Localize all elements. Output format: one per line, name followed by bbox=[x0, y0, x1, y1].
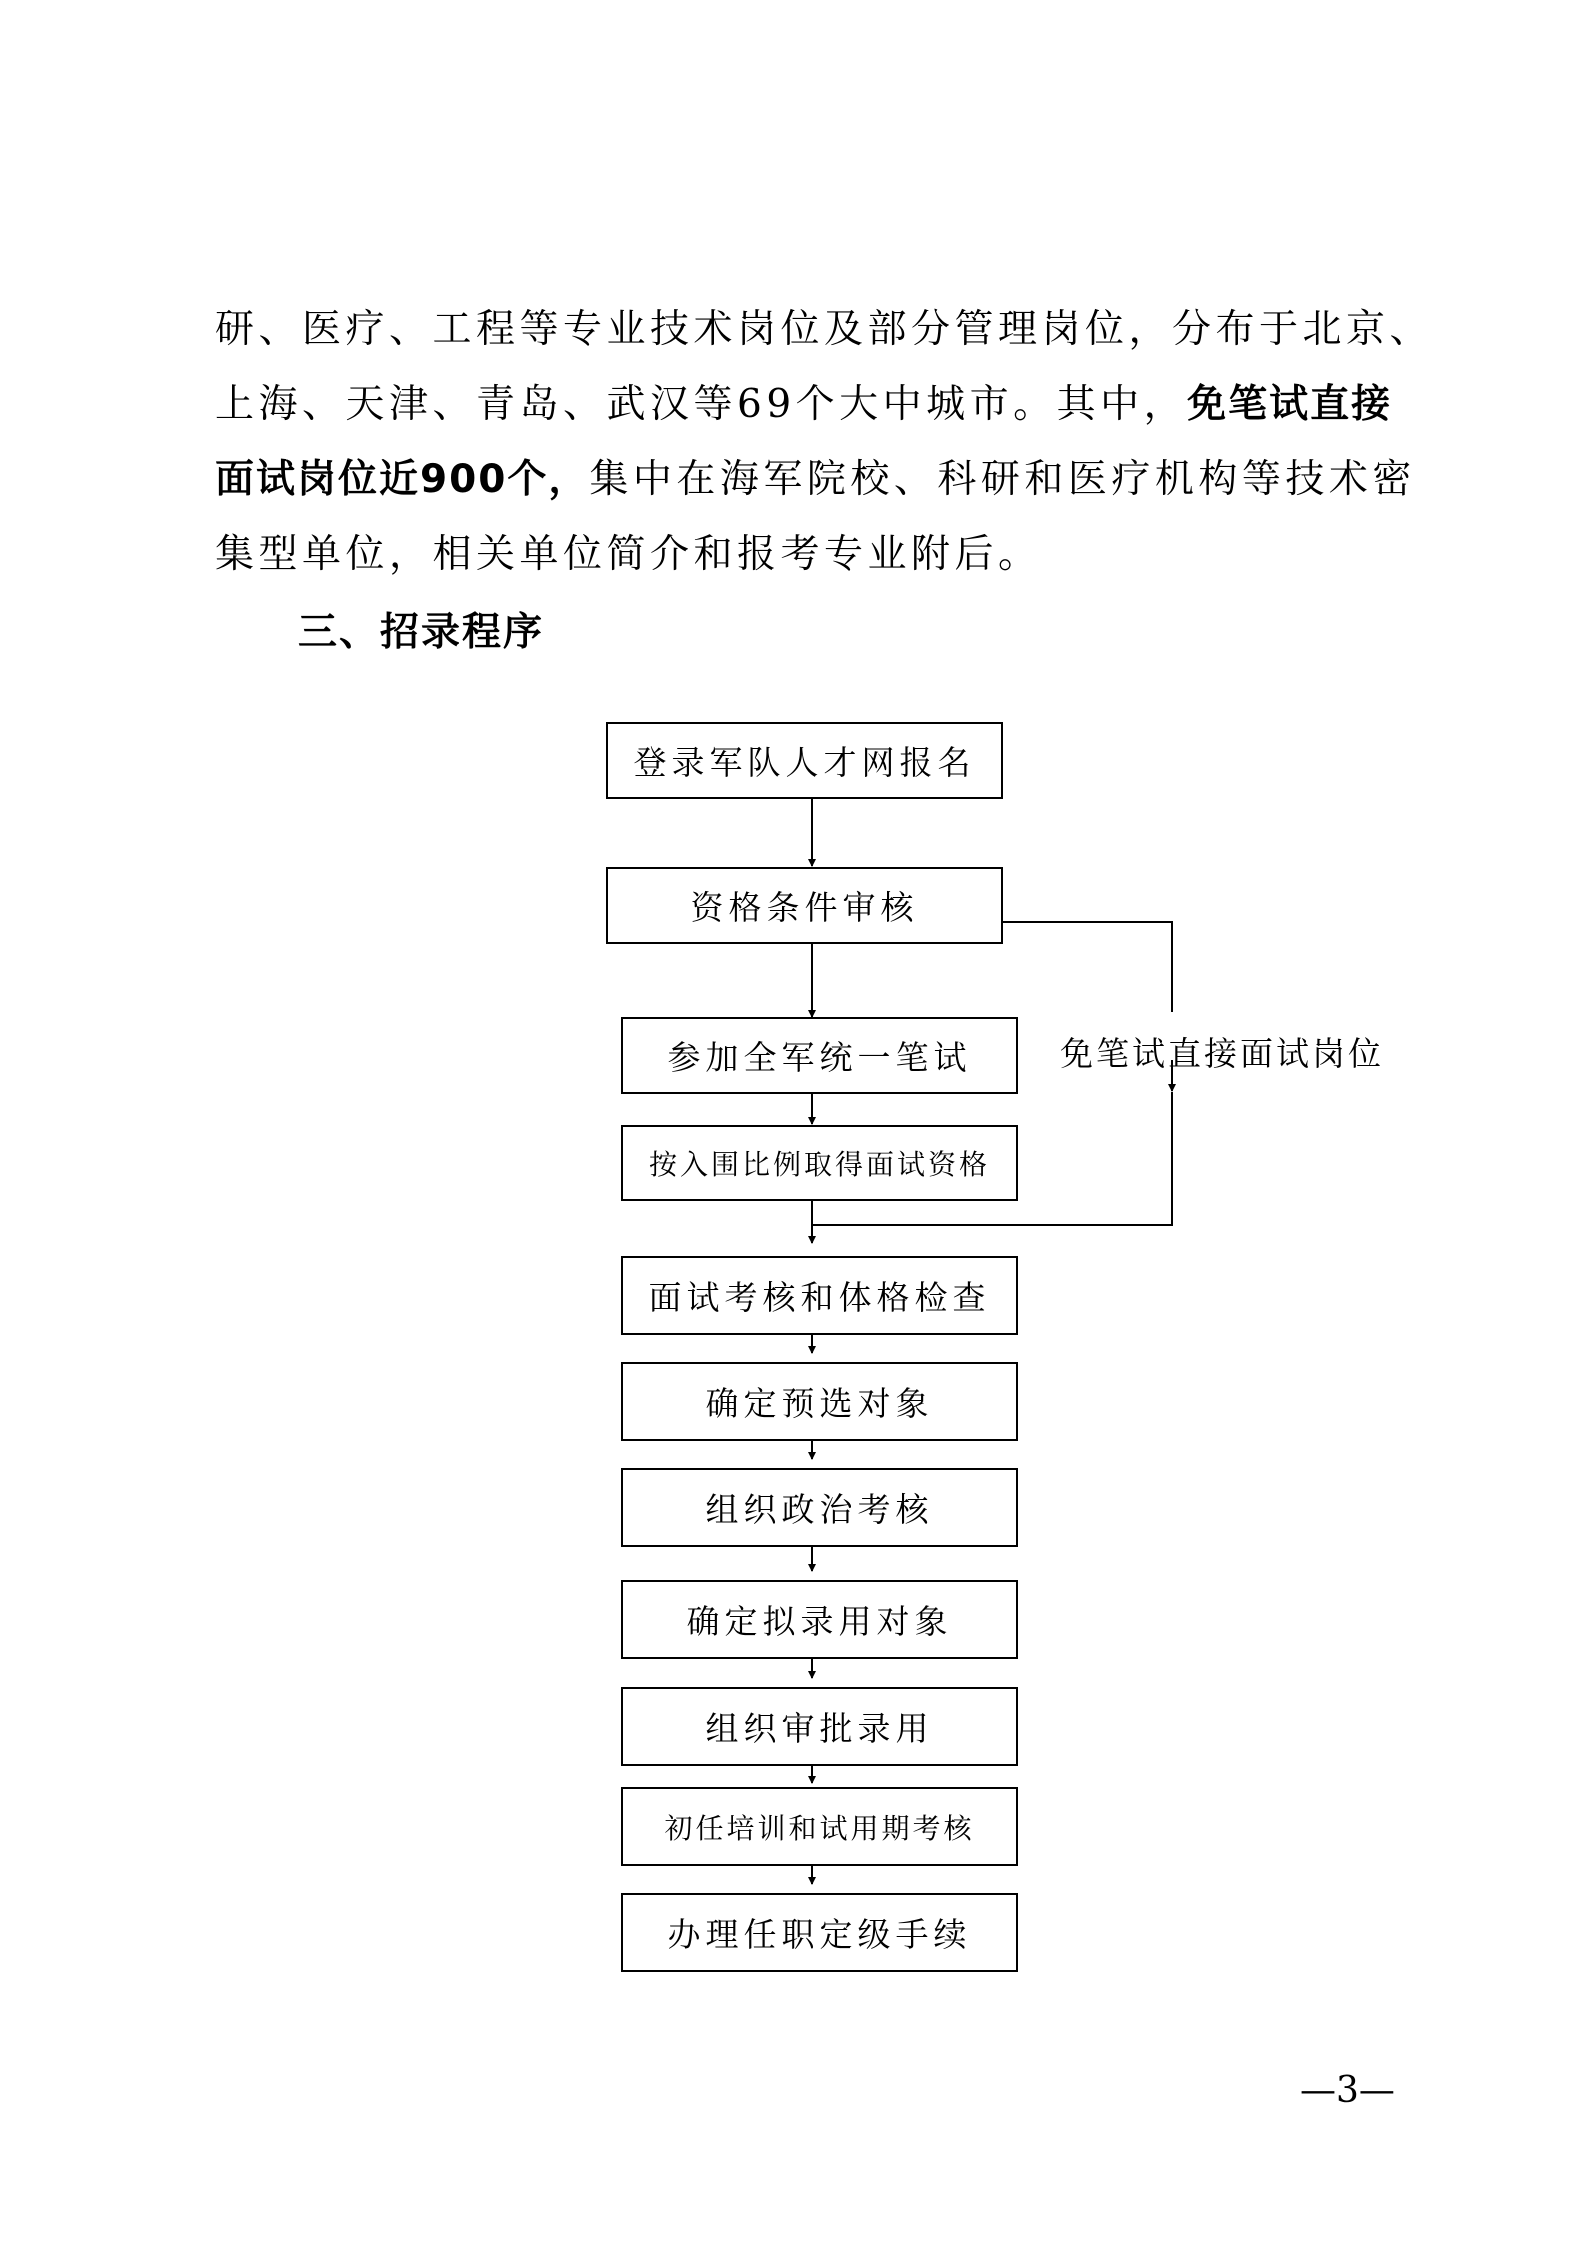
section-heading: 三、招录程序 bbox=[298, 610, 545, 655]
flow-step-register: 登录军队人才网报名 bbox=[606, 722, 1003, 799]
flow-step-training-probation: 初任培训和试用期考核 bbox=[621, 1787, 1018, 1866]
paragraph-line-2-bold: 免笔试直接 bbox=[1187, 382, 1393, 427]
flow-step-political-review: 组织政治考核 bbox=[621, 1468, 1018, 1547]
flow-step-qualification-review: 资格条件审核 bbox=[606, 867, 1003, 944]
bypass-branch-top bbox=[1003, 922, 1172, 1012]
page-number: —3— bbox=[1300, 2070, 1395, 2111]
paragraph-line-3-bold: 面试岗位近900个， bbox=[215, 457, 590, 502]
flow-step-appointment: 办理任职定级手续 bbox=[621, 1893, 1018, 1972]
paragraph-line-4: 集型单位，相关单位简介和报考专业附后。 bbox=[215, 532, 1042, 577]
flow-step-preselection: 确定预选对象 bbox=[621, 1362, 1018, 1441]
bypass-branch-label: 免笔试直接面试岗位 bbox=[1060, 1034, 1384, 1073]
flow-step-interview-qualification: 按入围比例取得面试资格 bbox=[621, 1125, 1018, 1201]
paragraph-line-2-text: 上海、天津、青岛、武汉等69个大中城市。其中， bbox=[215, 382, 1188, 427]
flow-step-approval: 组织审批录用 bbox=[621, 1687, 1018, 1766]
flow-step-proposed-hire: 确定拟录用对象 bbox=[621, 1580, 1018, 1659]
flow-step-interview-physical: 面试考核和体格检查 bbox=[621, 1256, 1018, 1335]
flow-step-written-exam: 参加全军统一笔试 bbox=[621, 1017, 1018, 1094]
paragraph-line-1: 研、医疗、工程等专业技术岗位及部分管理岗位，分布于北京、 bbox=[215, 307, 1434, 352]
paragraph-line-3-text: 集中在海军院校、科研和医疗机构等技术密 bbox=[589, 457, 1416, 502]
